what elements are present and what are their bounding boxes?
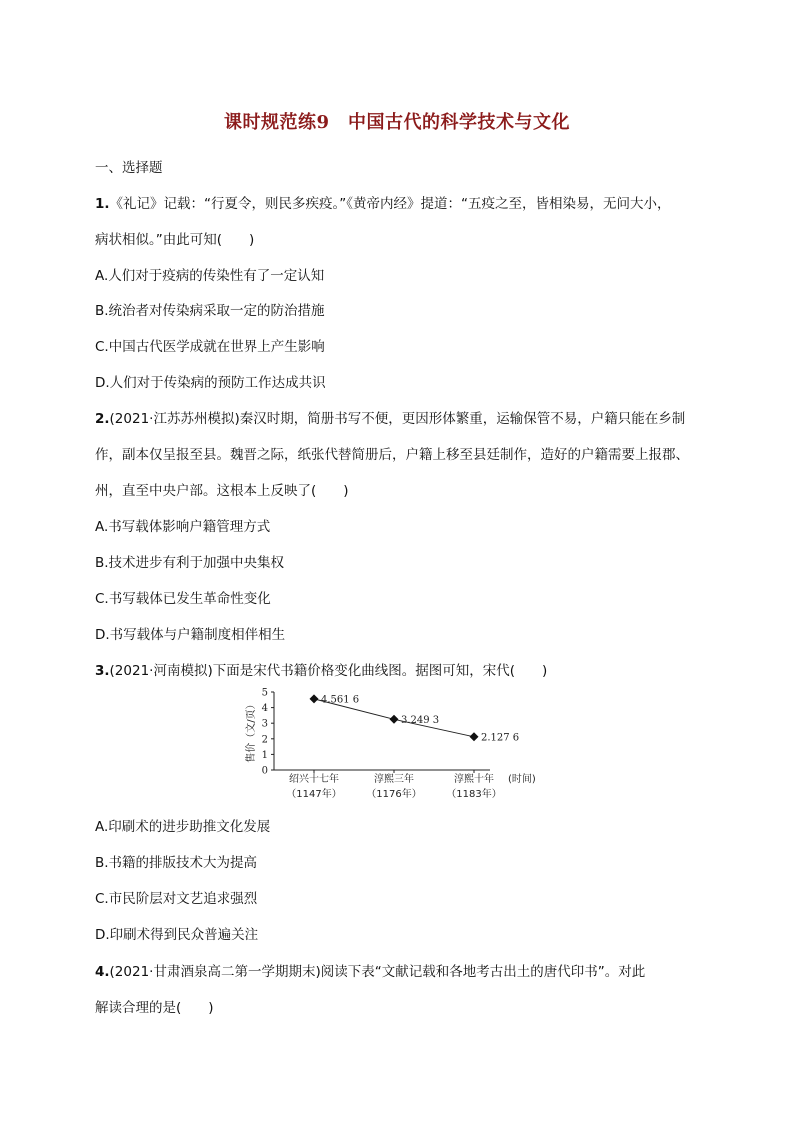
book-price-chart-svg <box>240 684 560 804</box>
question-4-line-2: 解读合理的是( ) <box>95 1000 214 1016</box>
question-1-option-c[interactable]: C.中国古代医学成就在世界上产生影响 <box>95 339 325 355</box>
section-heading: 一、选择题 <box>95 160 163 176</box>
question-1-option-b[interactable]: B.统治者对传染病采取一定的防治措施 <box>95 303 325 319</box>
question-3-option-a[interactable]: A.印刷术的进步助推文化发展 <box>95 819 271 835</box>
question-1-number: 1. <box>95 196 110 212</box>
x-tick-label: 淳熙三年 <box>374 774 414 785</box>
y-tick-label: 3 <box>261 718 268 730</box>
y-tick-label: 4 <box>261 703 268 715</box>
question-3-text-1: (2021·河南模拟)下面是宋代书籍价格变化曲线图。据图可知，宋代( ) <box>109 663 548 679</box>
y-tick-label: 2 <box>261 734 268 746</box>
y-axis-label: 售价（文/页） <box>246 699 257 763</box>
book-price-chart <box>240 684 560 804</box>
y-tick-label: 5 <box>261 687 268 699</box>
question-1-text-1: 《礼记》记载：“行夏令，则民多疾疫。”《黄帝内经》提道：“五疫之至，皆相染易，无问大小， <box>109 196 671 212</box>
question-3-option-d[interactable]: D.印刷术得到民众普遍关注 <box>95 927 259 943</box>
x-tick-year-label: （1147年） <box>286 789 342 800</box>
question-2-number: 2. <box>95 411 110 427</box>
question-4-line-1 <box>95 960 645 980</box>
question-1-option-a[interactable]: A.人们对于疫病的传染性有了一定认知 <box>95 268 325 284</box>
question-3-option-c[interactable]: C.市民阶层对文艺追求强烈 <box>95 891 258 907</box>
data-point-label: 4.561 6 <box>321 694 360 706</box>
question-2-option-c[interactable]: C.书写载体已发生革命性变化 <box>95 591 271 607</box>
question-2-line-1 <box>95 407 685 427</box>
question-2-line-2: 作，副本仅呈报至县。魏晋之际，纸张代替简册后，户籍上移至县廷制作，造好的户籍需要上报郡、 <box>95 447 689 463</box>
x-tick-year-label: （1176年） <box>366 789 422 800</box>
question-1-option-d[interactable]: D.人们对于传染病的预防工作达成共识 <box>95 375 326 391</box>
question-2-option-b[interactable]: B.技术进步有利于加强中央集权 <box>95 555 285 571</box>
question-2-line-3: 州，直至中央户部。这根本上反映了( ) <box>95 483 349 499</box>
data-point-marker <box>470 732 479 741</box>
question-2-text-1: (2021·江苏苏州模拟)秦汉时期，简册书写不便，更因形体繁重，运输保管不易，户籍只能在乡制 <box>109 411 686 427</box>
y-tick-label: 1 <box>261 749 268 761</box>
data-point-label: 2.127 6 <box>481 732 520 744</box>
data-point-label: 3.249 3 <box>401 714 440 726</box>
question-3-line-1 <box>95 659 547 679</box>
data-point-marker <box>390 715 399 724</box>
question-1-line-1 <box>95 192 671 212</box>
x-tick-label: 淳熙十年 <box>454 774 494 785</box>
x-axis-label: (时间) <box>508 774 536 785</box>
page-title: 课时规范练9 中国古代的科学技术与文化 <box>223 112 571 133</box>
question-2-option-d[interactable]: D.书写载体与户籍制度相伴相生 <box>95 627 286 643</box>
question-3-number: 3. <box>95 663 110 679</box>
x-tick-label: 绍兴十七年 <box>289 774 339 785</box>
question-1-line-2: 病状相似。”由此可知( ) <box>95 232 255 248</box>
question-4-text-1: (2021·甘肃酒泉高二第一学期期末)阅读下表“文献记载和各地考古出土的唐代印书”。对此 <box>109 964 646 980</box>
data-point-marker <box>310 694 319 703</box>
question-2-option-a[interactable]: A.书写载体影响户籍管理方式 <box>95 519 271 535</box>
y-tick-label: 0 <box>261 765 268 777</box>
x-tick-year-label: （1183年） <box>446 789 502 800</box>
question-3-option-b[interactable]: B.书籍的排版技术大为提高 <box>95 855 258 871</box>
question-4-number: 4. <box>95 964 110 980</box>
